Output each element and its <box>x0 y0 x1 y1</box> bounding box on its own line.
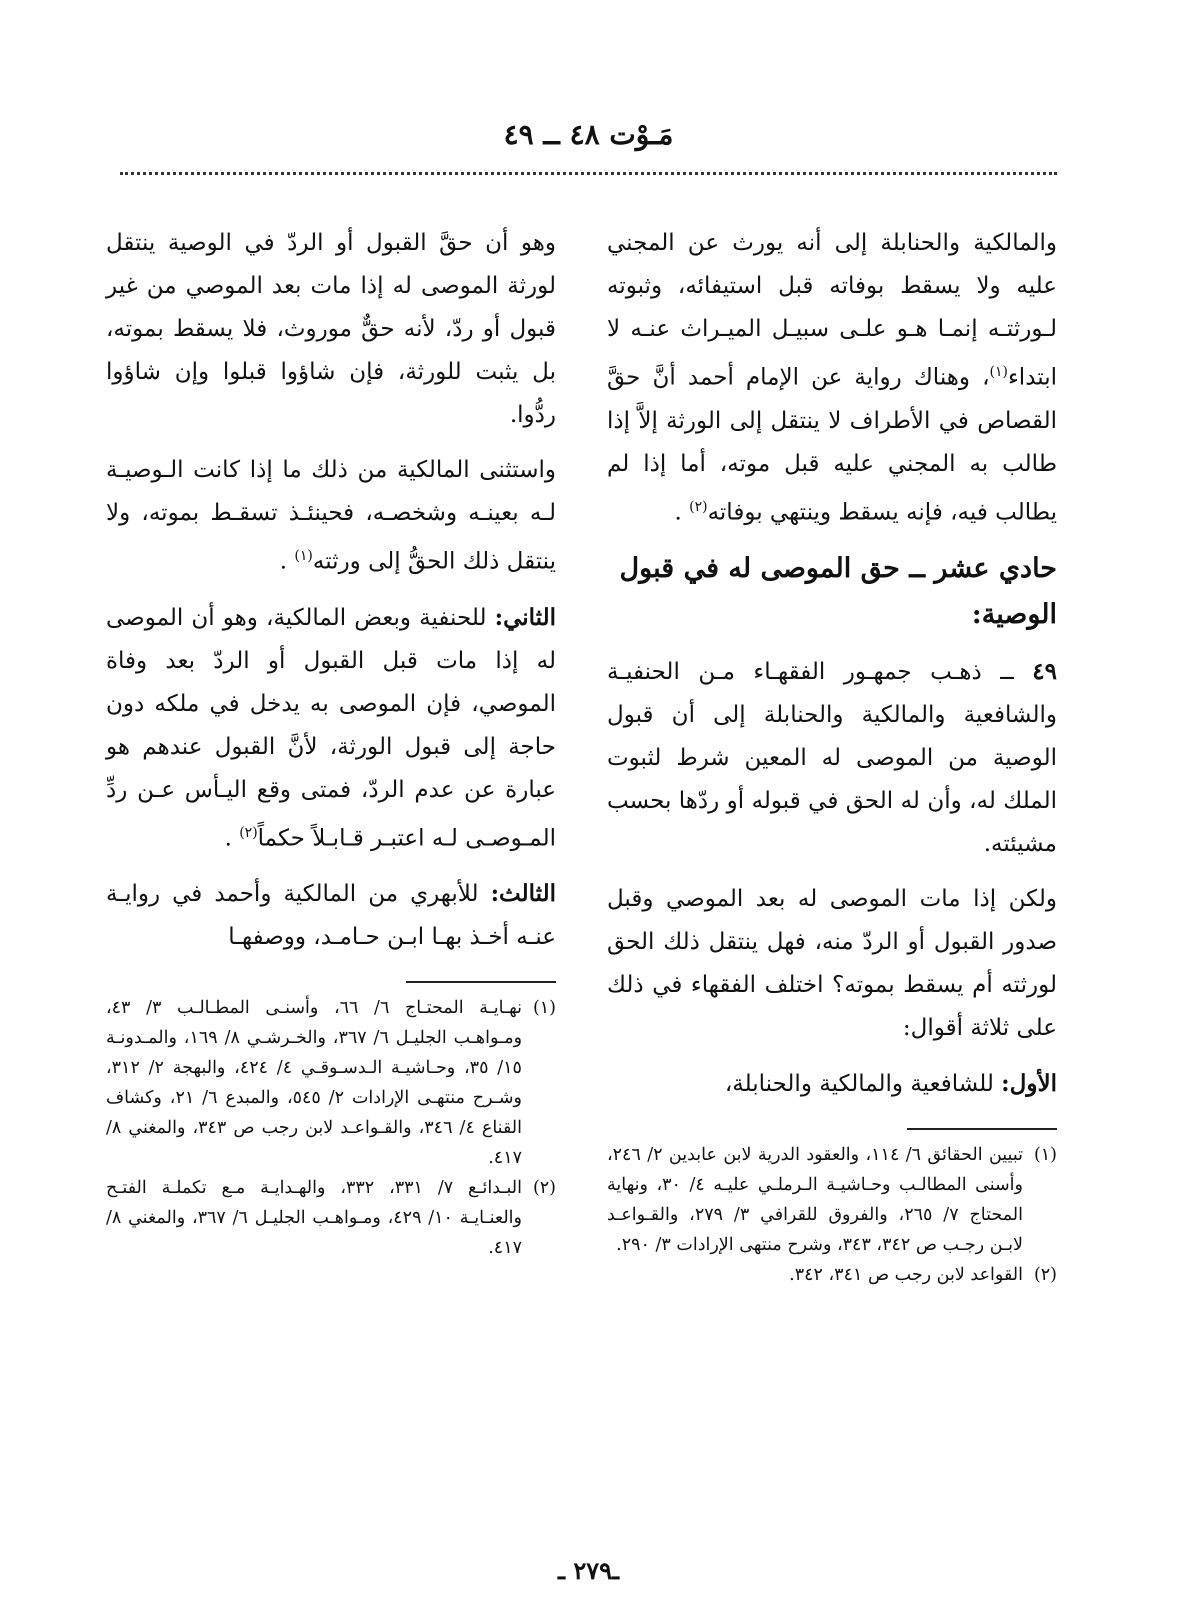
section-number: ٤٩ <box>1032 658 1058 686</box>
footnote-divider <box>907 1128 1057 1130</box>
right-paragraph-1: والمالكية والحنابلة إلى أنه يورث عن المجني عليه ولا يسقط بوفاته قبل استيفائه، وثبوته لـورثتـه إنمـا هـو علـى سبيـل الميـراث عنـه لا ابتداء$^{(١)}$، وهناك رواية عن الإمام أحمد أنَّ حقَّ القصاص في الأطراف لا ينتقل إلى الورثة إلاَّ إذا طالب به المجني عليه قبل موته، أما إذا لم يطالب فيه، فإنه يسقط وينتهي بوفاته$^{(٢)}$ . <box>607 230 1057 526</box>
left-paragraph-1: وهو أن حقَّ القبول أو الردّ في الوصية ينتقل لورثة الموصى له إذا مات بعد الموصي من غير قبول أو ردّ، لأنه حقٌّ موروث، فلا يسقط بموته، بل يثبت للورثة، فإن شاؤوا قبلوا وإن شاؤوا ردُّوا. <box>106 230 556 428</box>
page-header: مَـوْت ٤٨ ــ ٤٩ <box>503 118 674 151</box>
footnote-divider <box>406 981 556 983</box>
footnote-ref: (١) <box>989 364 1008 380</box>
page-number: ـ٢٧٩ ـ <box>557 1556 620 1585</box>
footnote: (٢) البـدائـع ٧/ ٣٣١، ٣٣٢، والهـدايـة مـع تكملـة الفتـح والعنـايـة ١٠/ ٤٢٩، ومـواهـب الجليـل ٦/ ٣٦٧، والمغني ٨/ ٤١٧. <box>106 1178 556 1259</box>
opinion-label: الأول: <box>1001 1070 1057 1098</box>
left-paragraph-3: الثاني: للحنفية وبعض المالكية، وهو أن الموصى له إذا مات قبل القبول أو الردّ بعد وفاة الموصي، فإن الموصى به يدخل في ملكه دون حاجة إلى قبول الورثة، لأنَّ القبول عندهم هو عبارة عن عدم الردّ، فمتى وقع اليـأس عـن ردِّ المـوصـى لـه اعتبـر قـابـلاً حكماً$^{(٢)}$ . <box>106 603 556 852</box>
section-heading: حادي عشر ــ حق الموصى له في قبول الوصية: <box>619 553 1057 631</box>
footnote: (٢) القواعد لابن رجب ص ٣٤١، ٣٤٢. <box>789 1265 1057 1286</box>
footnote-ref: (٢) <box>239 824 258 841</box>
footnote: (١) نهـايـة المحتـاج ٦/ ٦٦، وأسنـى المطـالـب ٣/ ٤٣، ومـواهـب الجليـل ٦/ ٣٦٧، والخـرشـي ٨/ ١٦٩، والمـدونـة ١٥/ ٣٥، وحـاشيـة الـدسـوقـي ٤/ ٤٢٤، والبهجة ٢/ ٣١٢، وشـرح منتهـى الإرادات ٢/ ٥٤٥، والمبدع ٦/ ٢١، وكشاف القناع ٤/ ٣٤٦، والقـواعـد لابن رجب ص ٣٤٣، والمغني ٨/ ٤١٧. <box>106 998 556 1169</box>
opinion-label: الثالث: <box>490 880 556 908</box>
right-paragraph-4: الأول: للشافعية والمالكية والحنابلة، <box>724 1070 1057 1098</box>
footnote: (١) تبيين الحقائق ٦/ ١١٤، والعقود الدرية لابن عابدين ٢/ ٢٤٦، وأسنى المطالـب وحـاشيـة الـرملـي عليـه ٤/ ٣٠، ونهاية المحتاج ٧/ ٢٦٥، والفروق للقرافي ٣/ ٢٧٩، والقـواعـد لابـن رجـب ص ٣٤٢، ٣٤٣، وشرح منتهى الإرادات ٣/ ٢٩٠. <box>607 1145 1057 1256</box>
left-column <box>106 222 556 1263</box>
right-paragraph-3: ولكن إذا مات الموصى له بعد الموصي وقبل صدور القبول أو الردّ منه، فهل ينتقل ذلك الحق لورثته أم يسقط بموته؟ اختلف الفقهاء في ذلك على ثلاثة أقوال: <box>607 886 1057 1042</box>
header-divider <box>120 172 1057 175</box>
right-paragraph-2: ٤٩ ــ ذهـب جمهـور الفقهـاء مـن الحنفيـة والشافعية والمالكية والحنابلة إلى أن قبول الوصية من الموصى له المعين شرط لثبوت الملك له، وأن له الحق في قبوله أو ردّها بحسب مشيئته. <box>607 658 1058 858</box>
left-paragraph-4: الثالث: للأبهري من المالكية وأحمد في روايـة عنـه أخـذ بهـا ابـن حـامـد، ووصفهـا <box>106 880 556 951</box>
footnote-ref: (٢) <box>689 498 708 515</box>
left-paragraph-2: واستثنى المالكية من ذلك ما إذا كانت الـوصيـة لـه بعينـه وشخصـه، فحينئـذ تسقـط بموته، ولا ينتقل ذلك الحقُّ إلى ورثته$^{(١)}$ . <box>106 457 556 575</box>
right-column <box>607 222 1057 1290</box>
footnote-ref: (١) <box>294 548 313 564</box>
opinion-label: الثاني: <box>494 603 556 631</box>
